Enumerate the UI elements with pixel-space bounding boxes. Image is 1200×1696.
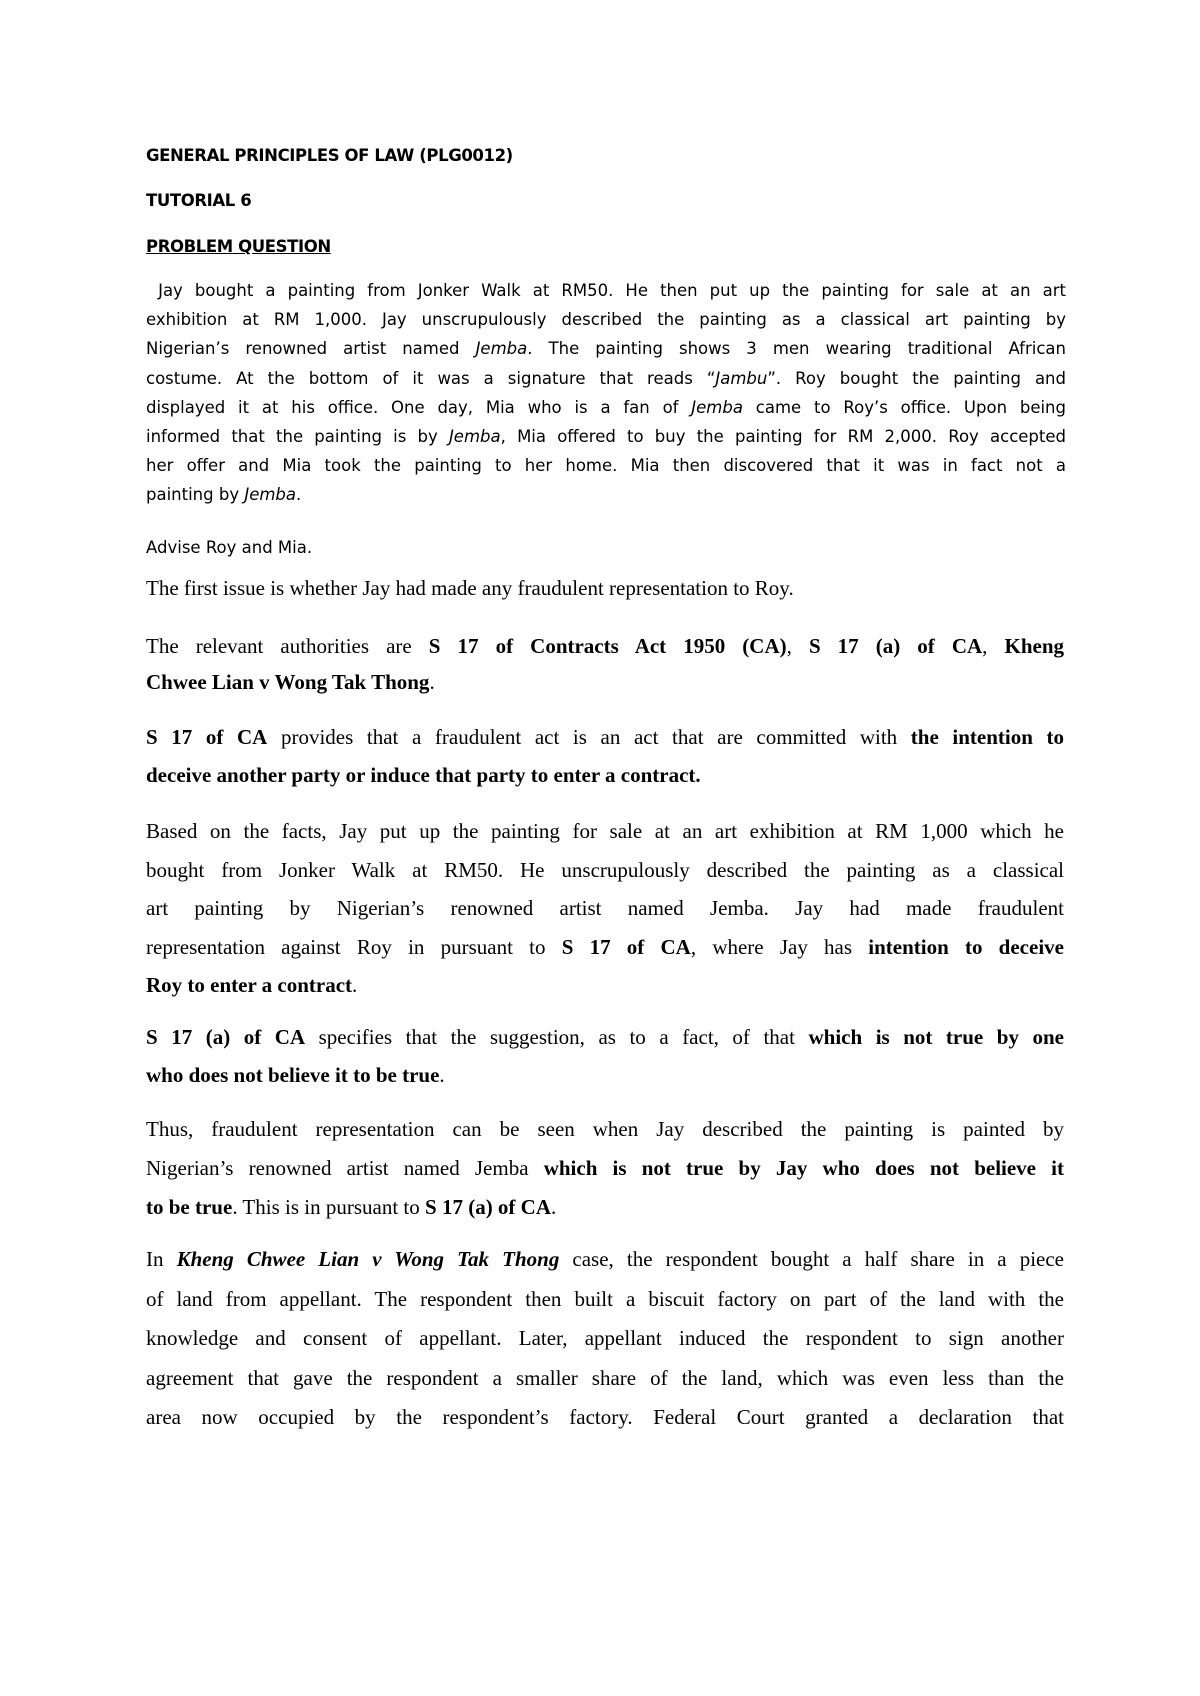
s17-emphasis: the intention to xyxy=(910,725,1065,749)
thus-emphasis: to be true xyxy=(146,1195,233,1219)
facts-line xyxy=(146,966,1064,1005)
authorities-line xyxy=(146,664,1064,700)
s17a-line xyxy=(146,1018,1064,1056)
facts-text: representation against Roy in pursuant to xyxy=(146,934,562,959)
s17a-text: specifies that the suggestion, as to a fact, of that xyxy=(305,1025,809,1049)
facts-paragraph xyxy=(146,812,1064,1005)
separator: , xyxy=(982,634,1005,658)
tutorial-title: TUTORIAL 6 xyxy=(146,191,252,210)
facts-line xyxy=(146,928,1064,967)
question-line: exhibition at RM 1,000. Jay unscrupulously described the painting as a classical art painting by xyxy=(146,310,1066,330)
period: . xyxy=(352,973,358,997)
authorities-line xyxy=(146,628,1064,664)
question-line: informed that the painting is by Jemba, Mia offered to buy the painting for RM 2,000. Roy accepted xyxy=(146,427,1066,447)
issue-text: The first issue is whether Jay had made any fraudulent representation to Roy. xyxy=(146,576,794,600)
s17a-emphasis: who does not believe it to be true xyxy=(146,1063,440,1087)
section-title: PROBLEM QUESTION xyxy=(146,237,331,256)
facts-line: bought from Jonker Walk at RM50. He unscrupulously described the painting as a classical xyxy=(146,857,1064,882)
facts-emphasis: intention to deceive xyxy=(868,934,1064,959)
thus-paragraph xyxy=(146,1110,1064,1227)
question-line: Jay bought a painting from Jonker Walk at RM50. He then put up the painting for sale at an art xyxy=(146,281,1066,300)
question-line: costume. At the bottom of it was a signature that reads “Jambu”. Roy bought the painting and xyxy=(146,368,1066,388)
s17-ref: S 17 of CA xyxy=(561,934,691,959)
issue-paragraph xyxy=(146,576,1064,601)
thus-line: Thus, fraudulent representation can be seen when Jay described the painting is painted by xyxy=(146,1117,1064,1141)
period: . xyxy=(439,1063,445,1087)
s17-line xyxy=(146,718,1064,756)
s17a-ref: S 17 (a) of CA xyxy=(425,1195,552,1219)
case-paragraph xyxy=(146,1240,1064,1438)
thus-emphasis: which is not true by Jay who does not believe it xyxy=(543,1156,1064,1180)
s17-paragraph xyxy=(146,718,1064,794)
question-line: her offer and Mia took the painting to her home. Mia then discovered that it was in fact not a xyxy=(146,456,1066,476)
s17a-line xyxy=(146,1056,1064,1094)
s17-ref: S 17 of CA xyxy=(146,725,268,749)
question-line: displayed it at his office. One day, Mia who is a fan of Jemba came to Roy’s office. Upon being xyxy=(146,397,1066,417)
s17a-paragraph xyxy=(146,1018,1064,1094)
case-name: Kheng Chwee Lian v Wong Tak Thong xyxy=(176,1247,560,1271)
facts-line: art painting by Nigerian’s renowned artist named Jemba. Jay had made fraudulent xyxy=(146,896,1064,920)
authority-case: Kheng xyxy=(1004,634,1064,658)
authorities-intro: The relevant authorities are xyxy=(146,634,429,658)
advise-instruction: Advise Roy and Mia. xyxy=(146,538,313,557)
thus-line xyxy=(146,1188,1064,1227)
facts-emphasis: Roy to enter a contract xyxy=(146,973,353,997)
separator: , xyxy=(786,634,809,658)
case-line: area now occupied by the respondent’s factory. Federal Court granted a declaration that xyxy=(146,1405,1064,1429)
case-line: of land from appellant. The respondent then built a biscuit factory on part of the land with the xyxy=(146,1286,1064,1311)
question-line: Nigerian’s renowned artist named Jemba. The painting shows 3 men wearing traditional African xyxy=(146,339,1066,359)
authorities-paragraph xyxy=(146,628,1064,700)
facts-line: Based on the facts, Jay put up the painting for sale at an art exhibition at RM 1,000 which he xyxy=(146,819,1064,843)
thus-text: Nigerian’s renowned artist named Jemba xyxy=(146,1156,544,1180)
period: . xyxy=(551,1195,557,1219)
thus-line xyxy=(146,1149,1064,1188)
authority-s17a: S 17 (a) of CA xyxy=(808,634,983,658)
course-title: GENERAL PRINCIPLES OF LAW (PLG0012) xyxy=(146,146,513,165)
period: . xyxy=(429,670,435,694)
question-line: painting by Jemba. xyxy=(146,485,302,505)
s17a-emphasis: which is not true by one xyxy=(808,1025,1064,1049)
case-text: case, the respondent bought a half share in a piece xyxy=(559,1247,1064,1271)
s17-text: provides that a fraudulent act is an act that are committed with xyxy=(267,725,911,749)
case-line: knowledge and consent of appellant. Later, appellant induced the respondent to sign another xyxy=(146,1326,1064,1350)
authority-case: Chwee Lian v Wong Tak Thong xyxy=(146,670,430,694)
facts-text: , where Jay has xyxy=(690,934,869,959)
s17-line xyxy=(146,756,1064,794)
thus-text: . This is in pursuant to xyxy=(232,1195,426,1219)
case-line xyxy=(146,1240,1064,1280)
case-line: agreement that gave the respondent a smaller share of the land, which was even less than the xyxy=(146,1365,1064,1390)
problem-question xyxy=(146,276,1066,510)
s17-emphasis: deceive another party or induce that party to enter a contract. xyxy=(146,763,701,787)
case-text: In xyxy=(146,1247,177,1271)
authority-ca: S 17 of Contracts Act 1950 (CA) xyxy=(428,634,787,658)
s17a-ref: S 17 (a) of CA xyxy=(146,1025,306,1049)
